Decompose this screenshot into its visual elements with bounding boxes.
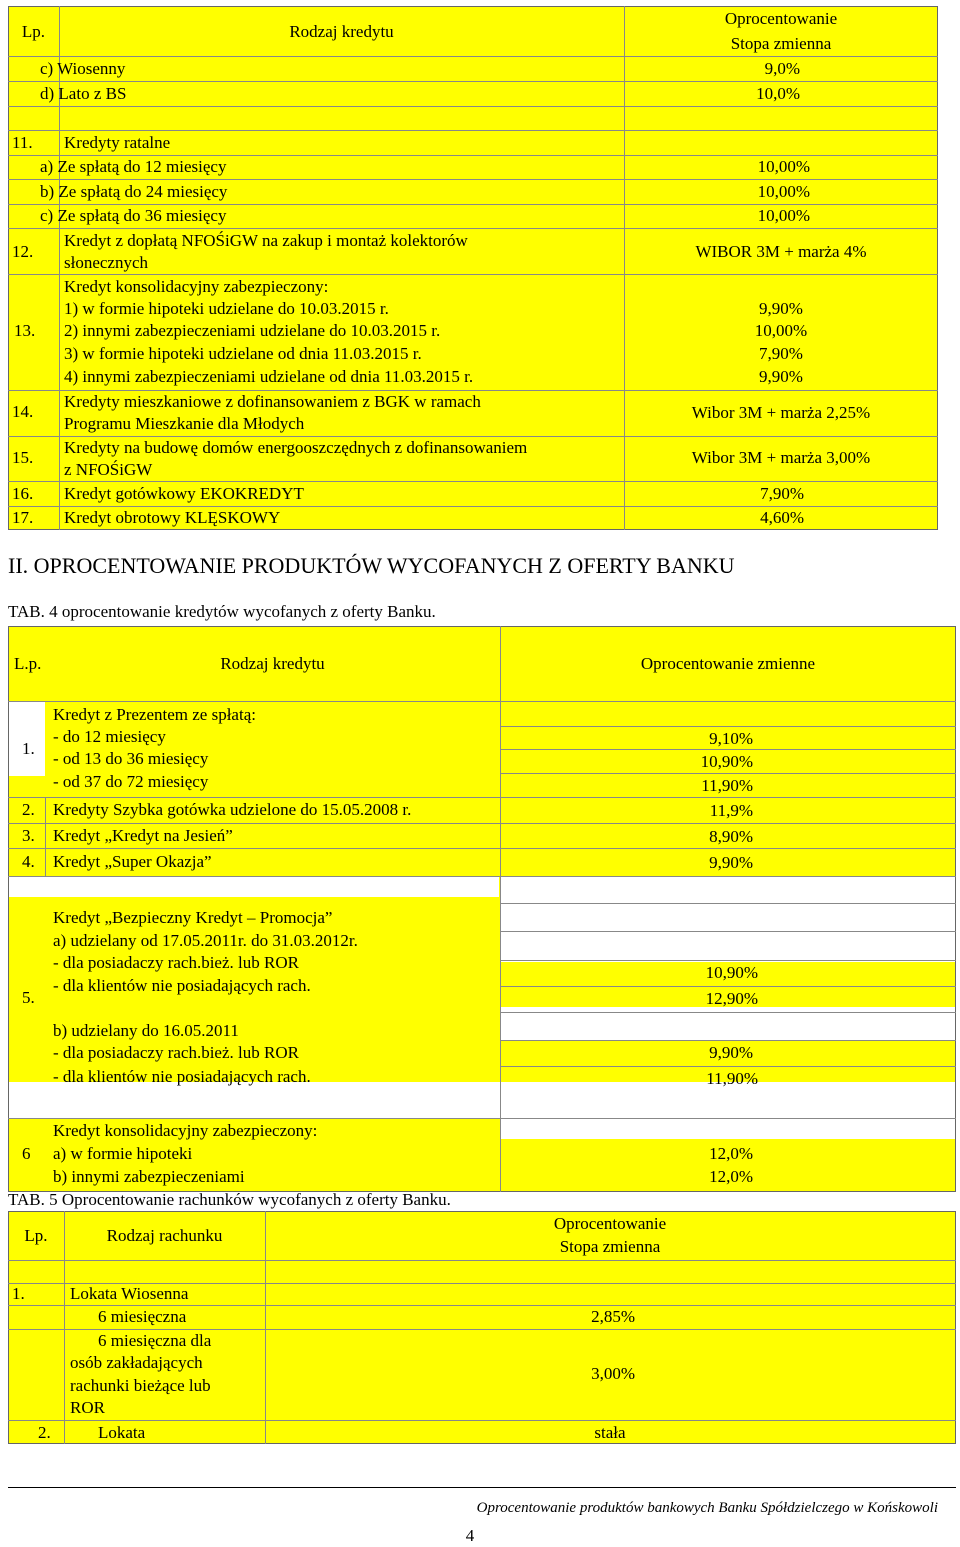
row-label: Kredyt konsolidacyjny zabezpieczony: [53, 1121, 318, 1140]
row-divider [8, 1260, 956, 1261]
row-rate: stała [594, 1423, 626, 1442]
row-rate: 9,90% [759, 299, 803, 318]
row-label: Kredyty mieszkaniowe z dofinansowaniem z BGK w ramach [64, 392, 481, 411]
row-number: 5. [22, 988, 35, 1007]
row-rate: 10,00% [757, 182, 810, 201]
row-gap [500, 1119, 955, 1139]
rate-header: Oprocentowanie zmienne [640, 654, 816, 673]
row-divider [500, 1040, 956, 1041]
row-divider [500, 773, 956, 774]
row-rate: 12,0% [709, 1144, 753, 1163]
row-rate: Wibor 3M + marża 3,00% [691, 448, 871, 467]
row-rate: 9,90% [759, 367, 803, 386]
row-label: 2) innymi zabezpieczeniami udzielane do 10.03.2015 r. [64, 321, 441, 340]
row-label: rachunki bieżące lub [70, 1376, 211, 1395]
row-number: 2. [38, 1423, 51, 1442]
row-label: a) Ze spłatą do 12 miesięcy [40, 157, 227, 176]
row-divider [8, 1420, 956, 1421]
row-title: Kredyty ratalne [64, 133, 171, 152]
row-divider [8, 228, 938, 229]
row-label: 4) innymi zabezpieczeniami udzielane od dnia 11.03.2015 r. [64, 367, 474, 386]
row-label: Kredyt z Prezentem ze spłatą: [53, 705, 256, 724]
row-number: 16. [12, 484, 34, 503]
row-divider [8, 848, 956, 849]
row-label: 6 miesięczna dla [98, 1331, 212, 1350]
row-label: a) udzielany od 17.05.2011r. do 31.03.2012r. [53, 931, 358, 950]
row-rate: 10,90% [700, 752, 753, 771]
row-label: - dla klientów nie posiadających rach. [53, 976, 311, 995]
table-caption: TAB. 4 oprocentowanie kredytów wycofanych z oferty Banku. [8, 602, 436, 621]
row-divider [8, 130, 938, 131]
row-number: 12. [12, 242, 34, 261]
row-rate: 7,90% [760, 484, 804, 503]
row-divider [8, 823, 956, 824]
row-rate: 8,90% [709, 827, 753, 846]
row-divider [8, 701, 956, 702]
row-number: 1. [22, 739, 35, 758]
type-header: Rodzaj rachunku [106, 1226, 223, 1245]
row-title: Lokata Wiosenna [70, 1284, 189, 1303]
row-rate: 3,00% [591, 1364, 635, 1383]
row-divider [8, 81, 938, 82]
row-divider [500, 986, 956, 987]
row-label: osób zakładających [70, 1353, 203, 1372]
row-rate: 12,90% [705, 989, 758, 1008]
row-label: Kredyt z dopłatą NFOŚiGW na zakup i montaż kolektorów [64, 231, 468, 250]
row-label: 3) w formie hipoteki udzielane od dnia 11.03.2015 r. [64, 344, 422, 363]
row-label: Kredyt „Super Okazja” [53, 852, 212, 871]
row-rate: 7,90% [759, 344, 803, 363]
row-number: 11. [12, 133, 33, 152]
row-label: c) Wiosenny [40, 59, 126, 78]
row-rate: Wibor 3M + marża 2,25% [691, 403, 871, 422]
type-header: Rodzaj kredytu [289, 22, 394, 41]
row-label: b) Ze spłatą do 24 miesięcy [40, 182, 228, 201]
row-label: d) Lato z BS [40, 84, 127, 103]
row-rate: 10,00% [757, 206, 810, 225]
row-rate: 4,60% [760, 508, 804, 527]
row-label: - dla posiadaczy rach.bież. lub ROR [53, 953, 299, 972]
row-divider [8, 1118, 956, 1119]
row-gap [500, 877, 955, 962]
section-title: II. OPROCENTOWANIE PRODUKTÓW WYCOFANYCH Z OFERTY BANKU [8, 553, 735, 578]
type-header: Rodzaj kredytu [220, 654, 325, 673]
lp-header: Lp. [24, 1226, 48, 1245]
row-rate: 11,9% [709, 801, 753, 820]
footer-divider [8, 1487, 956, 1488]
row-number: 4. [22, 852, 35, 871]
row-rate: 2,85% [591, 1307, 635, 1326]
row-label: b) udzielany do 16.05.2011 [53, 1021, 239, 1040]
rate-subheader: Stopa zmienna [559, 1237, 661, 1256]
row-label: 1) w formie hipoteki udzielane do 10.03.2015 r. [64, 299, 389, 318]
page-number: 4 [465, 1526, 475, 1545]
row-divider [500, 903, 956, 904]
row-label: Kredyt „Bezpieczny Kredyt – Promocja” [53, 908, 333, 927]
row-rate: WIBOR 3M + marża 4% [695, 242, 867, 261]
row-label: - od 37 do 72 miesięcy [53, 772, 209, 791]
row-label: Kredyty Szybka gotówka udzielone do 15.05.2008 r. [53, 800, 412, 819]
row-label: - do 12 miesięcy [53, 727, 166, 746]
row-number: 1. [12, 1284, 25, 1303]
lp-header: Lp. [21, 22, 46, 41]
column-divider [265, 1211, 266, 1444]
row-label: Kredyt gotówkowy EKOKREDYT [64, 484, 304, 503]
column-divider [45, 797, 46, 877]
row-label: Kredyt „Kredyt na Jesień” [53, 826, 233, 845]
row-label: Lokata [98, 1423, 146, 1442]
row-number: 13. [14, 321, 36, 340]
row-label: b) innymi zabezpieczeniami [53, 1167, 245, 1186]
rate-subheader: Stopa zmienna [730, 34, 832, 53]
row-label: Programu Mieszkanie dla Młodych [64, 414, 305, 433]
row-divider [8, 106, 938, 107]
rate-header: Oprocentowanie [724, 9, 838, 28]
row-divider [500, 1066, 956, 1067]
row-rate: 9,10% [709, 729, 753, 748]
row-label: z NFOŚiGW [64, 460, 153, 479]
row-label: Kredyty na budowę domów energooszczędnych z dofinansowaniem [64, 438, 528, 457]
row-divider [8, 274, 938, 275]
row-rate: 10,00% [754, 321, 808, 340]
row-divider [500, 960, 956, 961]
row-rate: 9,90% [709, 853, 753, 872]
row-label: Kredyt obrotowy KLĘSKOWY [64, 508, 281, 527]
row-rate: 11,90% [701, 776, 753, 795]
row-divider [8, 179, 938, 180]
row-label: c) Ze spłatą do 36 miesięcy [40, 206, 227, 225]
row-divider [8, 56, 938, 57]
row-label: - dla klientów nie posiadających rach. [53, 1067, 311, 1086]
row-number: 14. [12, 402, 34, 421]
row-label: 6 miesięczna [98, 1307, 187, 1326]
row-divider [8, 481, 938, 482]
row-label: słonecznych [64, 253, 149, 272]
row-rate: 12,0% [709, 1167, 753, 1186]
row-rate: 9,0% [764, 59, 800, 78]
row-number: 15. [12, 448, 34, 467]
footer-text: Oprocentowanie produktów bankowych Banku Spółdzielczego w Końskowoli [476, 1500, 938, 1516]
row-number: 6 [22, 1144, 31, 1163]
row-label: - od 13 do 36 miesięcy [53, 749, 209, 768]
row-label: - dla posiadaczy rach.bież. lub ROR [53, 1043, 299, 1062]
row-divider [500, 1012, 956, 1013]
row-label: ROR [70, 1398, 105, 1417]
row-divider [8, 797, 956, 798]
row-divider [500, 726, 956, 727]
row-divider [500, 931, 956, 932]
row-rate: 10,90% [705, 963, 758, 982]
row-divider [8, 876, 956, 877]
row-label: a) w formie hipoteki [53, 1144, 193, 1163]
lp-header: L.p. [14, 654, 42, 673]
row-rate: 9,90% [709, 1043, 753, 1062]
row-rate: 11,90% [706, 1069, 758, 1088]
row-gap [9, 877, 499, 897]
row-rate: 10,0% [756, 84, 800, 103]
row-number: 3. [22, 826, 35, 845]
column-divider [500, 626, 501, 1192]
row-title: Kredyt konsolidacyjny zabezpieczony: [64, 277, 329, 296]
table-caption: TAB. 5 Oprocentowanie rachunków wycofanych z oferty Banku. [8, 1190, 451, 1209]
row-number: 17. [12, 508, 34, 527]
rate-header: Oprocentowanie [553, 1214, 667, 1233]
row-rate: 10,00% [757, 157, 810, 176]
row-number: 2. [22, 800, 35, 819]
